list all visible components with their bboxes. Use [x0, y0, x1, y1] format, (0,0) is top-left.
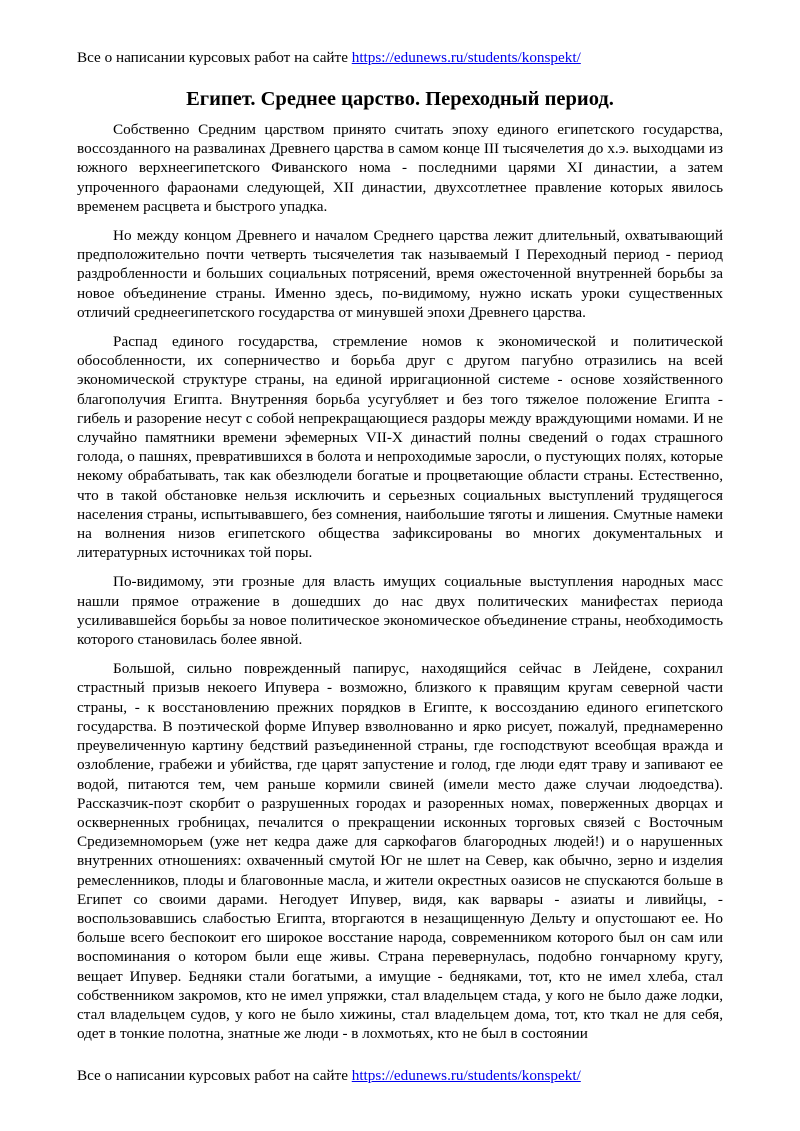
footer-text: Все о написании курсовых работ на сайте — [77, 1067, 352, 1084]
document-body — [77, 87, 723, 1053]
paragraph-4: По-видимому, эти грозные для власть имущих социальные выступления народных масс нашли прямое отражение в дошедших до нас двух политических манифестах периода усиливавшейся борьбы за новое политическое экономическое объединение страны, необходимость которого становилась более явной. — [77, 573, 723, 649]
page-header — [77, 49, 581, 67]
paragraph-5: Большой, сильно поврежденный папирус, находящийся сейчас в Лейдене, сохранил страстный призыв некоего Ипувера - возможно, близкого к правящим кругам северной части страны, - к восстановлению прежних порядков в Египте, к воссозданию единого египетского государства. В поэтической форме Ипувер взволнованно и ярко рисует, пожалуй, преднамеренно преувеличенную картину бедствий разъединенной страны, где господствуют всеобщая вражда и озлобление, грабежи и убийства, где царят запустение и голод, где люди едят траву и запивают ее водой, питаются тем, чем раньше кормили свиней (имели место даже случаи людоедства). Рассказчик-поэт скорбит о разрушенных городах и разоренных номах, поверженных дворцах и оскверненных гробницах, печалится о прекращении исконных торговых связей с Восточным Средиземноморьем (уже нет кедра даже для саркофагов благородных людей!) и о нарушенных внутренних отношениях: охваченный смутой Юг не шлет на Север, как обычно, зерно и изделия ремесленников, плоды и благовонные масла, и жители окрестных оазисов не спускаются больше в Египет со своими дарами. Негодует Ипувер, видя, как варвары - азиаты и ливийцы, - воспользовавшись слабостью Египта, вторгаются в незащищенную Дельту и опустошают ее. Но больше всего беспокоит его широкое восстание народа, современником которого был он сам или воспоминания о котором были еще живы. Страна перевернулась, подобно гончарному кругу, вещает Ипувер. Бедняки стали богатыми, а имущие - бедняками, тот, кто не имел хлеба, стал собственником закромов, кто не имел упряжки, стал владельцем стада, у кого не было даже лодки, стал владельцем судов, у кого не было хижины, стал владельцем дома, тот, кто ткал не для себя, одет в тонкие полотна, знатные же люди - в лохмотьях, кто не был в состоянии — [77, 660, 723, 1043]
paragraph-1: Собственно Средним царством принято считать эпоху единого египетского государства, воссозданного на развалинах Древнего царства в самом конце III тысячелетия до х.э. выходцами из южного верхнеегипетского Фиванского нома - последними царями XI династии, а затем упроченного фараонами следующей, XII династии, двухсотлетнее правление которых явилось временем расцвета и быстрого упадка. — [77, 121, 723, 215]
document-title: Египет. Среднее царство. Переходный период. — [186, 88, 614, 110]
header-text: Все о написании курсовых работ на сайте — [77, 49, 352, 66]
paragraph-2: Но между концом Древнего и началом Среднего царства лежит длительный, охватывающий предположительно почти четверть тысячелетия так называемый I Переходный период - период раздробленности и больших социальных потрясений, время ожесточенной внутренней борьбы за новое объединение страны. Именно здесь, по-видимому, нужно искать уроки существенных отличий среднеегипетского государства от минувшей эпохи Древнего царства. — [77, 227, 723, 321]
paragraph-3: Распад единого государства, стремление номов к экономической и политической обособленности, их соперничество и борьба друг с другом пагубно отразились на всей экономической структуре страны, на единой ирригационной системе - основе хозяйственного благополучия Египта. Внутренняя борьба усугубляет и без того тяжелое положение Египта - гибель и разорение несут с собой непрекращающиеся раздоры между враждующими номами. И не случайно памятники времени эфемерных VII-X династий полны сведений о годах страшного голода, о пашнях, превратившихся в болота и непроходимые заросли, о пустующих полях, которые некому обрабатывать, так как обезлюдели богатые и процветающие области страны. Естественно, что в такой обстановке нельзя исключить и серьезных социальных выступлений трудящегося населения страны, испытывавшего, без сомнения, наибольшие тяготы и лишения. Смутные намеки на волнения низов египетского общества зафиксированы во многих документальных и литературных источниках той поры. — [77, 333, 723, 562]
header-link[interactable]: https://edunews.ru/students/konspekt/ — [351, 49, 581, 66]
footer-link[interactable]: https://edunews.ru/students/konspekt/ — [351, 1067, 581, 1084]
page-footer — [77, 1067, 581, 1085]
